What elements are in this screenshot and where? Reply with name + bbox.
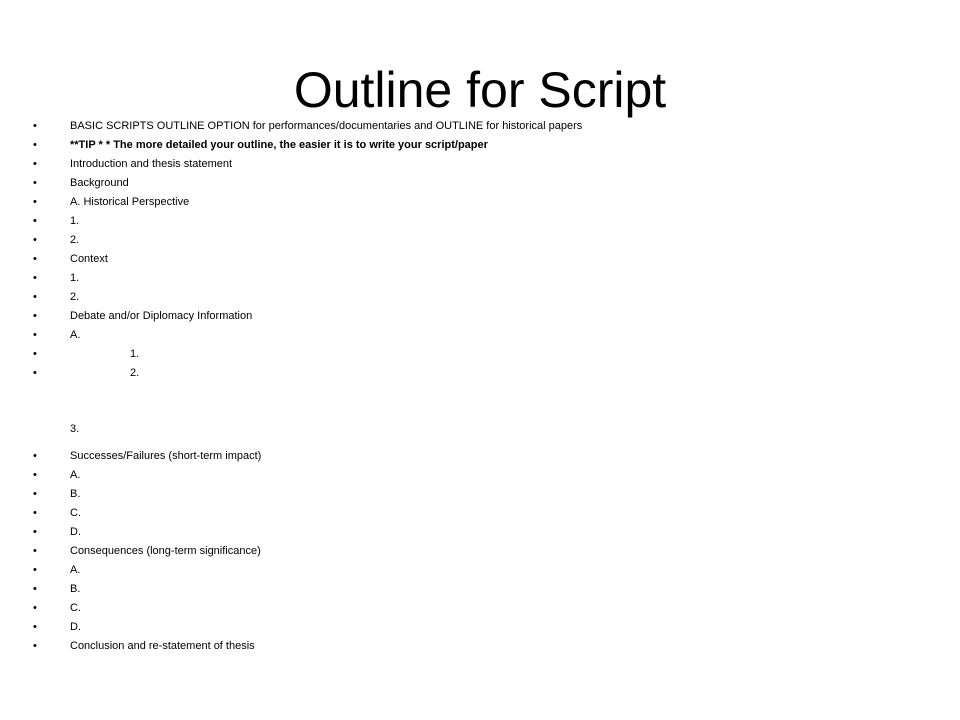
outline-item-text: A. Historical Perspective — [70, 196, 190, 208]
bullet-icon: • — [33, 329, 37, 341]
bullet-icon: • — [33, 526, 37, 538]
outline-item-text: Consequences (long-term significance) — [70, 545, 261, 557]
outline-item-text: A. — [70, 469, 81, 481]
outline-item-text: Debate and/or Diplomacy Information — [70, 310, 253, 322]
outline-item-text: 1. — [70, 215, 80, 227]
outline-item-text: A. — [70, 564, 81, 576]
outline-item-text: Context — [70, 253, 108, 265]
outline-item-text: 1. — [70, 272, 80, 284]
outline-item-text: C. — [70, 602, 81, 614]
bullet-icon: • — [33, 640, 37, 652]
outline-item-text: 1. — [130, 348, 140, 360]
bullet-icon: • — [33, 507, 37, 519]
outline-item-text: A. — [70, 329, 81, 341]
outline-item-text: 3. — [70, 423, 80, 435]
outline-item-text: **TIP * * The more detailed your outline, the easier it is to write your script/paper — [70, 139, 488, 151]
slide-title: Outline for Script — [293, 62, 667, 118]
bullet-icon: • — [33, 621, 37, 633]
bullet-icon: • — [33, 215, 37, 227]
outline-item-text: Successes/Failures (short-term impact) — [70, 450, 262, 462]
bullet-icon: • — [33, 469, 37, 481]
bullet-icon: • — [33, 583, 37, 595]
bullet-icon: • — [33, 158, 37, 170]
outline-item-text: 2. — [130, 367, 140, 379]
outline-item-text: BASIC SCRIPTS OUTLINE OPTION for performances/documentaries and OUTLINE for historical papers — [70, 120, 583, 132]
outline-item-text: B. — [70, 488, 81, 500]
outline-item-text: 2. — [70, 234, 80, 246]
bullet-icon: • — [33, 348, 37, 360]
bullet-icon: • — [33, 564, 37, 576]
bullet-icon: • — [33, 545, 37, 557]
bullet-icon: • — [33, 177, 37, 189]
bullet-icon: • — [33, 120, 37, 132]
bullet-icon: • — [33, 488, 37, 500]
bullet-icon: • — [33, 602, 37, 614]
outline-item-text: C. — [70, 507, 81, 519]
bullet-icon: • — [33, 139, 37, 151]
outline-item-text: Conclusion and re-statement of thesis — [70, 640, 255, 652]
outline-item-text: D. — [70, 526, 81, 538]
bullet-icon: • — [33, 367, 37, 379]
bullet-icon: • — [33, 272, 37, 284]
bullet-icon: • — [33, 234, 37, 246]
outline-item-text: Background — [70, 177, 129, 189]
bullet-icon: • — [33, 291, 37, 303]
outline-item-text: Introduction and thesis statement — [70, 158, 233, 170]
bullet-icon: • — [33, 450, 37, 462]
bullet-icon: • — [33, 310, 37, 322]
outline-item-text: 2. — [70, 291, 80, 303]
outline-item-text: D. — [70, 621, 81, 633]
outline-item-text: B. — [70, 583, 81, 595]
bullet-icon: • — [33, 196, 37, 208]
bullet-icon: • — [33, 253, 37, 265]
